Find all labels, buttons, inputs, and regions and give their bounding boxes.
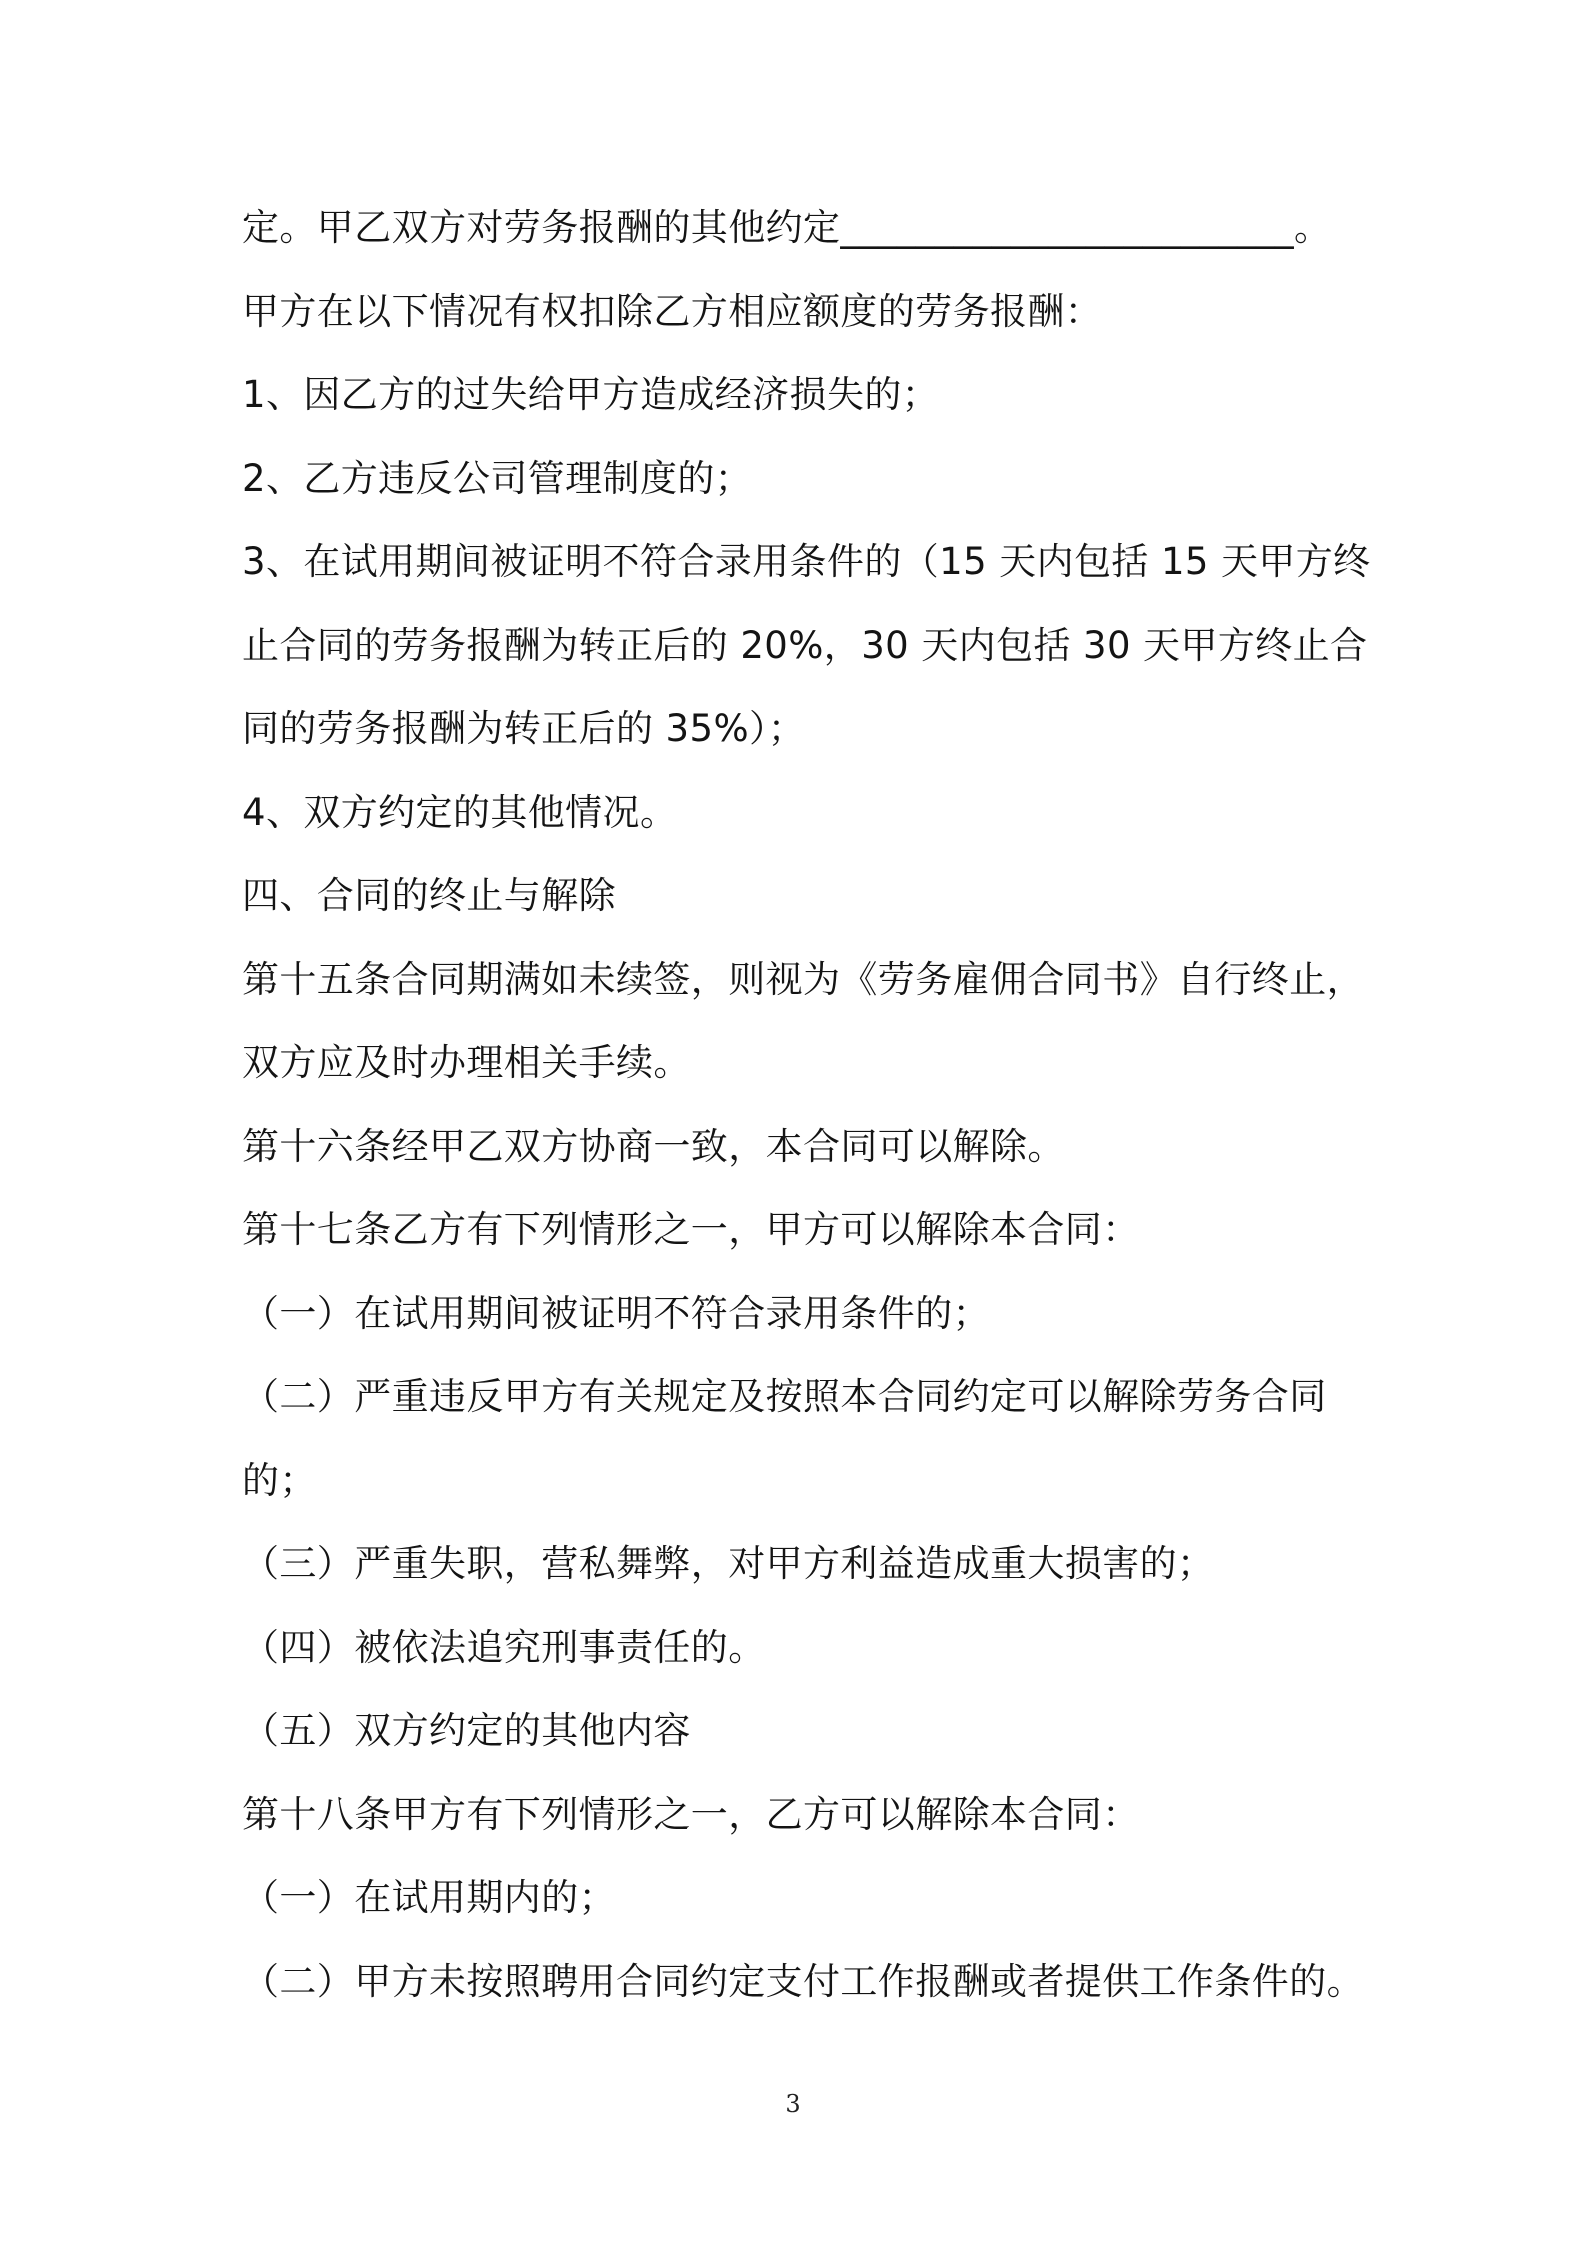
list-item: 4、双方约定的其他情况。 [242,790,678,834]
clause-paragraph: 第十五条合同期满如未续签，则视为《劳务雇佣合同书》自行终止， [242,957,1364,1001]
list-item: （二）甲方未按照聘用合同约定支付工作报酬或者提供工作条件的。 [242,1959,1364,2003]
list-item: （三）严重失职，营私舞弊，对甲方利益造成重大损害的； [242,1542,1215,1585]
list-item: （一）在试用期间被证明不符合录用条件的； [242,1291,990,1335]
text-line: 同的劳务报酬为转正后的 35%）； [242,707,806,750]
list-item: 1、因乙方的过失给甲方造成经济损失的； [242,373,940,416]
clause-paragraph: 第十六条经甲乙双方协商一致，本合同可以解除。 [242,1124,1065,1168]
list-item: （四）被依法追究刑事责任的。 [242,1625,766,1669]
text-line: 定。甲乙双方对劳务报酬的其他约定________________________。 [242,206,1332,249]
text-line: 止合同的劳务报酬为转正后的 20%，30 天内包括 30 天甲方终止合 [242,623,1368,667]
list-item: （二）严重违反甲方有关规定及按照本合同约定可以解除劳务合同 [242,1375,1327,1418]
text-line: 甲方在以下情况有权扣除乙方相应额度的劳务报酬： [242,289,1103,333]
list-item: 2、乙方违反公司管理制度的； [242,456,753,500]
clause-paragraph: 第十七条乙方有下列情形之一，甲方可以解除本合同： [242,1208,1140,1251]
text-line: 的； [242,1458,317,1502]
page-number: 3 [785,2090,801,2118]
text-line: 双方应及时办理相关手续。 [242,1041,691,1084]
list-item: （五）双方约定的其他内容 [242,1709,691,1752]
clause-paragraph: 第十八条甲方有下列情形之一，乙方可以解除本合同： [242,1792,1140,1836]
document-body [242,186,1371,2023]
list-item: （一）在试用期内的； [242,1876,616,1919]
section-heading: 四、合同的终止与解除 [242,874,616,917]
list-item: 3、在试用期间被证明不符合录用条件的（15 天内包括 15 天甲方终 [242,540,1371,583]
